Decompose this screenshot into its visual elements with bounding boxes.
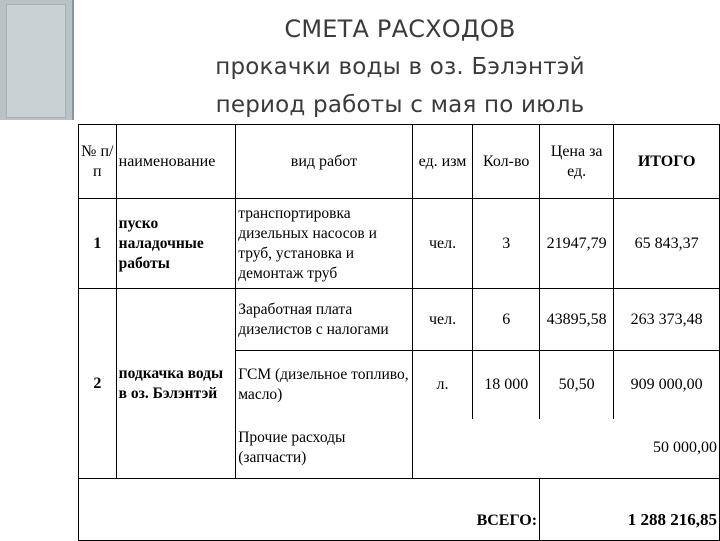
- row-work: транспортировка дизельных насосов и труб, установка и демонтаж труб: [236, 199, 412, 289]
- header-qty: Кол-во: [473, 125, 540, 199]
- row-price: 50,50: [540, 351, 614, 419]
- row-name: подкачка воды в оз. Бэлэнтэй: [116, 289, 236, 479]
- row-qty: 6: [473, 289, 540, 351]
- row-num: 2: [79, 289, 117, 479]
- corner-decoration: [0, 0, 74, 120]
- estimate-table: [78, 124, 720, 541]
- row-total: 50 000,00: [614, 419, 720, 479]
- table-header-row: [79, 125, 720, 199]
- grand-total-value: 1 288 216,85: [540, 479, 720, 541]
- header-name: наименование: [116, 125, 236, 199]
- title-line-3: период работы с мая по июль: [215, 92, 585, 118]
- row-qty: 3: [473, 199, 540, 289]
- row-total: 65 843,37: [614, 199, 720, 289]
- document-title: [110, 10, 690, 124]
- row-unit: чел.: [412, 199, 473, 289]
- header-total: ИТОГО: [614, 125, 720, 199]
- row-price: 43895,58: [540, 289, 614, 351]
- row-work: Заработная плата дизелистов с налогами: [236, 289, 412, 351]
- row-name: пуско наладочные работы: [116, 199, 236, 289]
- row-price: [540, 419, 614, 479]
- header-unit: ед. изм: [412, 125, 473, 199]
- table-row: [79, 289, 720, 351]
- row-work: Прочие расходы (запчасти): [236, 419, 412, 479]
- grand-total-row: [79, 479, 720, 541]
- title-line-2: прокачки воды в оз. Бэлэнтэй: [215, 54, 585, 80]
- row-unit: [412, 419, 473, 479]
- row-price: 21947,79: [540, 199, 614, 289]
- header-price: Цена за ед.: [540, 125, 614, 199]
- corner-decoration-inner: [6, 4, 66, 118]
- header-num: № п/п: [79, 125, 117, 199]
- title-line-1: СМЕТА РАСХОДОВ: [284, 15, 516, 43]
- row-total: 263 373,48: [614, 289, 720, 351]
- table-row: [79, 199, 720, 289]
- grand-total-label: ВСЕГО:: [79, 479, 540, 541]
- row-unit: чел.: [412, 289, 473, 351]
- row-qty: 18 000: [473, 351, 540, 419]
- row-num: 1: [79, 199, 117, 289]
- header-work: вид работ: [236, 125, 412, 199]
- row-unit: л.: [412, 351, 473, 419]
- row-qty: [473, 419, 540, 479]
- row-total: 909 000,00: [614, 351, 720, 419]
- row-work: ГСМ (дизельное топливо, масло): [236, 351, 412, 419]
